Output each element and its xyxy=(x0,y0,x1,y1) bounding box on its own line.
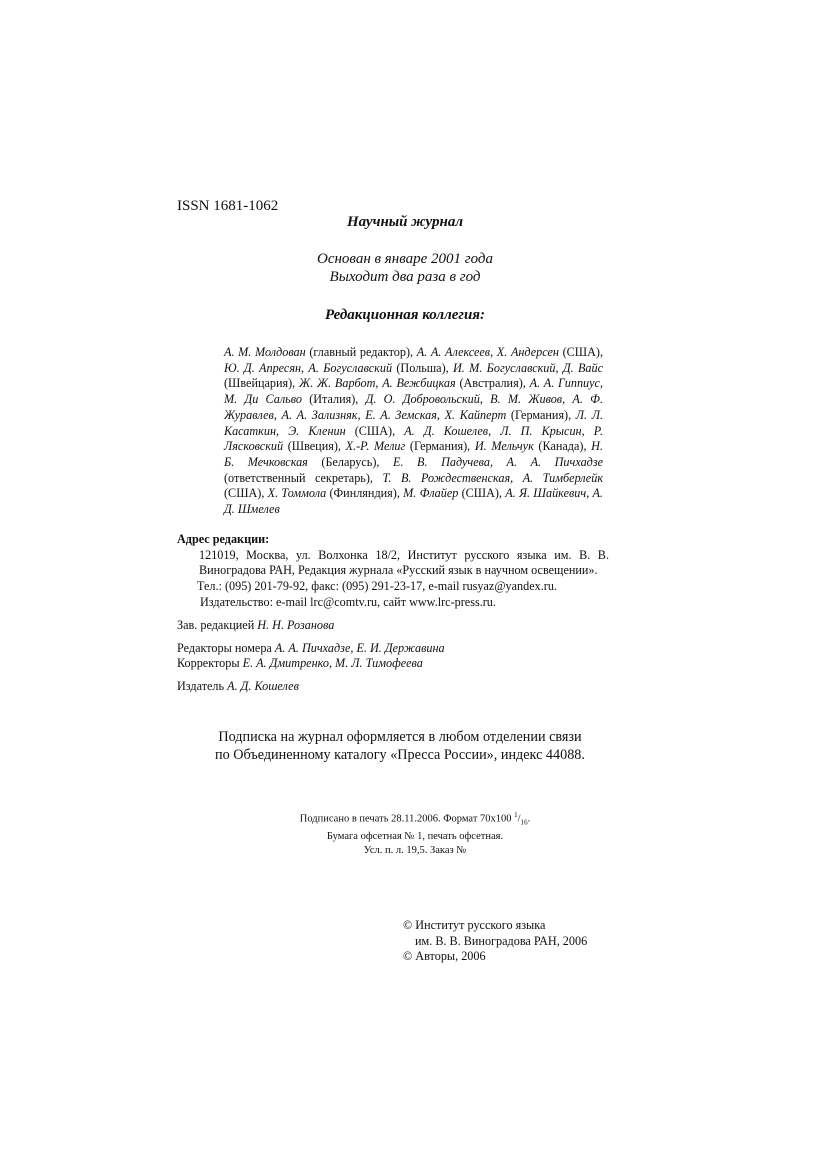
board-member-note: (Швейцария), xyxy=(224,376,299,391)
board-member-name: Х. Кайперт xyxy=(444,407,507,422)
editors-label: Редакторы номера xyxy=(177,640,275,655)
board-member-note: (Германия), xyxy=(405,439,475,454)
imprint-format: Подписано в печать 28.11.2006. Формат 70х100 xyxy=(299,813,515,825)
subscription-line-2: по Объединенному каталогу «Пресса России», индекс 44088. xyxy=(215,747,585,763)
editors-names: А. А. Пичхадзе, Е. И. Державина xyxy=(274,640,445,655)
copyright-institute-name: им. В. В. Виноградова РАН, 2006 xyxy=(415,933,588,948)
board-member-name: М. Флайер xyxy=(403,486,459,501)
board-member-name: Х. Андерсен xyxy=(496,345,559,359)
board-member-note: (Канада), xyxy=(533,439,592,454)
board-member-note: (США), xyxy=(345,423,405,438)
board-member-note: , xyxy=(357,407,366,422)
correctors-label: Корректоры xyxy=(177,656,243,671)
board-member-name: А. Вежбицкая xyxy=(382,376,456,391)
address-postal: 121019, Москва, ул. Волхонка 18/2, Институт русского языка им. В. В. Виноградова РАН, Редакция журнала «Русский язык в научном освещении». xyxy=(199,547,609,578)
head-label: Зав. редакцией xyxy=(177,618,258,632)
publisher-name: А. Д. Кошелев xyxy=(227,679,299,694)
publisher xyxy=(177,679,445,695)
issn: ISSN 1681-1062 xyxy=(177,198,279,214)
board-member-note: (США), xyxy=(458,486,506,501)
board-member-name: Ю. Д. Апресян xyxy=(224,360,302,375)
board-title-text: Редакционная коллегия xyxy=(324,307,481,323)
board-member-name: Е. В. Падучева xyxy=(393,454,490,469)
board-title xyxy=(200,307,610,324)
subscription-line-1: Подписка на журнал оформляется в любом отделении связи xyxy=(218,729,582,745)
head-name: Н. Н. Розанова xyxy=(257,618,335,632)
board-member-name: В. М. Живов xyxy=(490,392,563,407)
print-imprint xyxy=(230,808,600,858)
imprint-line-2: Бумага офсетная № 1, печать офсетная. xyxy=(326,830,504,842)
board-member-note: , xyxy=(276,423,289,438)
board-member-note: , xyxy=(562,392,573,407)
board-member-note: , xyxy=(273,407,282,422)
publisher-label: Издатель xyxy=(177,679,228,694)
board-member-note: , xyxy=(510,470,523,485)
board-member-note: (ответственный секретарь), xyxy=(224,470,383,485)
board-member-note: , xyxy=(586,486,593,501)
board-title-colon: : xyxy=(480,307,486,323)
board-member-note: (Швеция), xyxy=(283,439,346,454)
board-member-name: А. Д. Шмелев xyxy=(224,486,603,517)
board-member-note: (Италия), xyxy=(301,392,366,407)
copyright-block xyxy=(403,918,587,965)
board-member-name: Т. В. Рождественская xyxy=(382,470,511,485)
board-member-note: , xyxy=(479,392,491,407)
imprint-line-3: Усл. п. л. 19,5. Заказ № xyxy=(363,844,467,856)
correctors xyxy=(177,656,445,672)
board-member-note: , xyxy=(436,407,445,422)
board-member-name: М. Ди Сальво xyxy=(224,392,302,407)
board-member-name: А. Ф. Журавлев xyxy=(224,392,603,422)
board-member-name: А. А. Алексеев xyxy=(416,345,491,359)
board-member-name: Х. Томмола xyxy=(267,486,327,501)
board-member-note: (Австралия), xyxy=(455,376,530,391)
staff-credits xyxy=(177,618,445,695)
editorial-address xyxy=(177,532,609,611)
address-phone: Тел.: (095) 201-79-92, факс: (095) 291-23-17, e-mail rusyaz@yandex.ru. xyxy=(197,579,557,594)
board-member-note: , xyxy=(599,376,603,391)
board-member-name: Д. О. Добровольский xyxy=(365,392,480,407)
board-member-name: А. А. Гиппиус xyxy=(529,376,600,391)
board-member-name: А. Д. Кошелев xyxy=(404,423,489,438)
board-member-note: , xyxy=(375,376,383,391)
subscription-info xyxy=(190,728,610,764)
board-member-name: А. Богуславский xyxy=(308,360,393,375)
board-member-note: (Германия), xyxy=(506,407,576,422)
address-label: Адрес редакции: xyxy=(177,532,270,546)
board-member-note: (США), xyxy=(224,486,268,501)
board-member-name: Н. Б. Мечковская xyxy=(224,439,604,469)
board-member-note: , xyxy=(555,360,563,375)
board-member-note: (США), xyxy=(558,345,603,359)
board-member-name: Ж. Ж. Варбот xyxy=(298,376,376,391)
board-member-note: (Финляндия), xyxy=(326,486,404,501)
board-member-name: Л. Л. Касаткин xyxy=(224,407,604,438)
board-member-note: (Польша), xyxy=(392,360,453,375)
board-member-name: А. М. Молдован xyxy=(224,345,306,359)
frequency-line: Выходит два раза в год xyxy=(329,269,481,285)
board-member-note: , xyxy=(301,360,309,375)
board-member-note: , xyxy=(490,345,497,359)
board-member-name: Э. Кленин xyxy=(288,423,346,438)
format-fraction-denominator: 16 xyxy=(520,818,528,827)
board-member-name: А. Я. Шайкевич xyxy=(505,486,587,501)
format-fraction-numerator: 1 xyxy=(514,811,518,819)
board-member-note: (Беларусь), xyxy=(307,454,394,469)
board-member-name: Е. А. Земская xyxy=(365,407,437,422)
correctors-names: Е. А. Дмитренко, М. Л. Тимофеева xyxy=(242,656,423,671)
board-member-note: , xyxy=(581,423,594,438)
board-member-note: , xyxy=(489,454,507,469)
founding-info xyxy=(200,250,610,286)
founded-line: Основан в январе 2001 года xyxy=(316,251,493,267)
board-member-name: Д. Вайс xyxy=(562,360,604,375)
head-of-office xyxy=(177,618,445,634)
board-member-name: Р. Лясковский xyxy=(224,423,604,454)
board-member-name: А. А. Зализняк xyxy=(281,407,358,422)
board-member-note: , xyxy=(488,423,501,438)
copyright-institute: © Институт русского языка xyxy=(403,918,546,932)
editorial-board-list xyxy=(224,345,603,518)
copyright-authors: © Авторы, 2006 xyxy=(403,949,486,963)
board-member-name: А. Тимберлейк xyxy=(522,470,604,485)
imprint-format-end: . xyxy=(527,813,531,825)
issue-editors xyxy=(177,641,445,657)
board-member-name: И. Мельчук xyxy=(474,439,534,454)
journal-type: Научный журнал xyxy=(346,214,464,230)
address-publisher-contact: Издательство: e-mail lrc@comtv.ru, сайт www.lrc-press.ru. xyxy=(200,594,496,609)
board-member-name: А. А. Пичхадзе xyxy=(506,454,603,469)
board-member-name: Л. П. Крысин xyxy=(500,423,582,438)
board-member-note: (главный редактор), xyxy=(305,345,417,359)
imprint-line-1: Подписано в печать 28.11.2006. Формат 70х100 $^1/_{16}$. xyxy=(299,811,531,827)
board-member-name: И. М. Богуславский xyxy=(453,360,556,375)
board-member-name: Х.-Р. Мелиг xyxy=(345,439,406,454)
